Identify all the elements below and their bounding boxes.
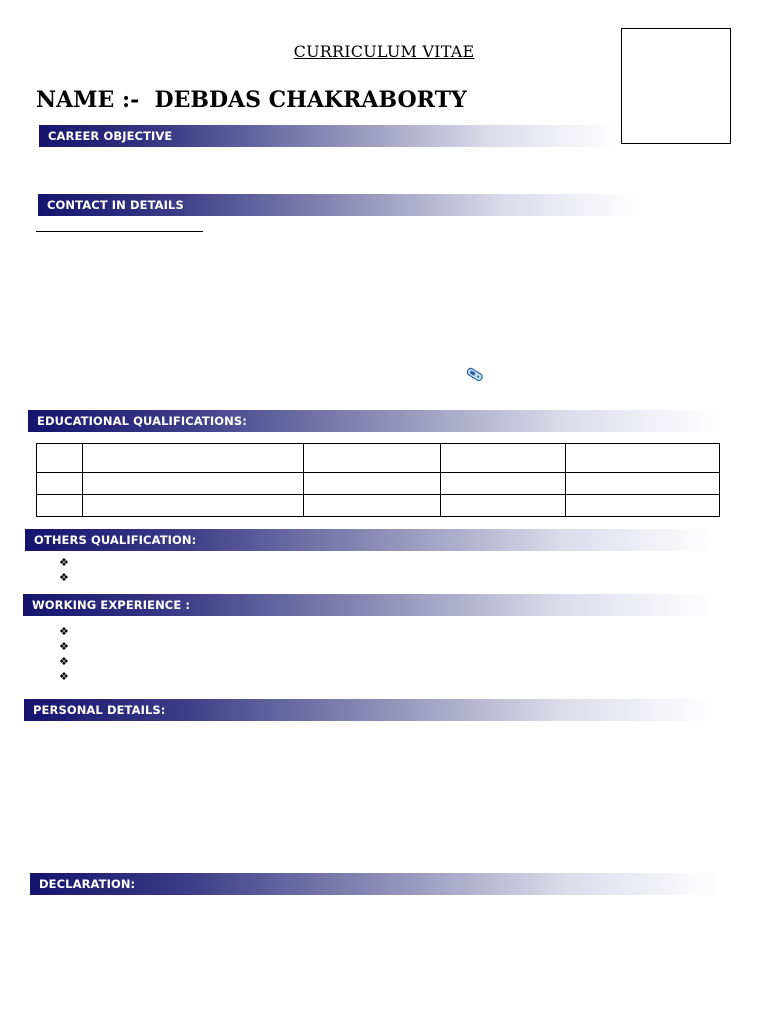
table-cell	[304, 473, 441, 495]
table-cell	[304, 495, 441, 517]
photo-placeholder	[621, 28, 731, 144]
table-row	[37, 473, 720, 495]
table-cell	[441, 473, 566, 495]
section-working-experience: WORKING EXPERIENCE :	[23, 594, 713, 616]
others-qualification-list	[59, 555, 72, 585]
cv-title: CURRICULUM VITAE	[293, 42, 475, 61]
table-cell	[83, 495, 304, 517]
table-cell	[83, 444, 304, 473]
table-cell	[37, 444, 83, 473]
list-item	[59, 624, 72, 639]
table-cell	[37, 495, 83, 517]
table-cell	[37, 473, 83, 495]
diamond-bullet-icon: ❖	[59, 625, 69, 638]
section-contact: CONTACT IN DETAILS	[38, 194, 638, 216]
list-item	[59, 669, 72, 684]
contact-underline	[36, 231, 203, 232]
table-cell	[441, 495, 566, 517]
table-cell	[304, 444, 441, 473]
list-item	[59, 555, 72, 570]
table-row	[37, 495, 720, 517]
education-table	[36, 443, 720, 517]
diamond-bullet-icon: ❖	[59, 556, 69, 569]
list-item	[59, 654, 72, 669]
section-education: EDUCATIONAL QUALIFICATIONS:	[28, 410, 718, 432]
diamond-bullet-icon: ❖	[59, 670, 69, 683]
diamond-bullet-icon: ❖	[59, 640, 69, 653]
table-cell	[566, 495, 720, 517]
working-experience-list	[59, 624, 72, 684]
mobile-phone-icon	[464, 366, 486, 382]
section-personal-details: PERSONAL DETAILS:	[24, 699, 714, 721]
table-cell	[83, 473, 304, 495]
table-row	[37, 444, 720, 473]
table-cell	[566, 444, 720, 473]
table-cell	[566, 473, 720, 495]
table-cell	[441, 444, 566, 473]
candidate-name: NAME :- DEBDAS CHAKRABORTY	[36, 87, 467, 113]
section-others-qualification: OTHERS QUALIFICATION:	[25, 529, 715, 551]
diamond-bullet-icon: ❖	[59, 571, 69, 584]
list-item	[59, 639, 72, 654]
section-career-objective: CAREER OBJECTIVE	[39, 125, 619, 147]
list-item	[59, 570, 72, 585]
diamond-bullet-icon: ❖	[59, 655, 69, 668]
section-declaration: DECLARATION:	[30, 873, 720, 895]
